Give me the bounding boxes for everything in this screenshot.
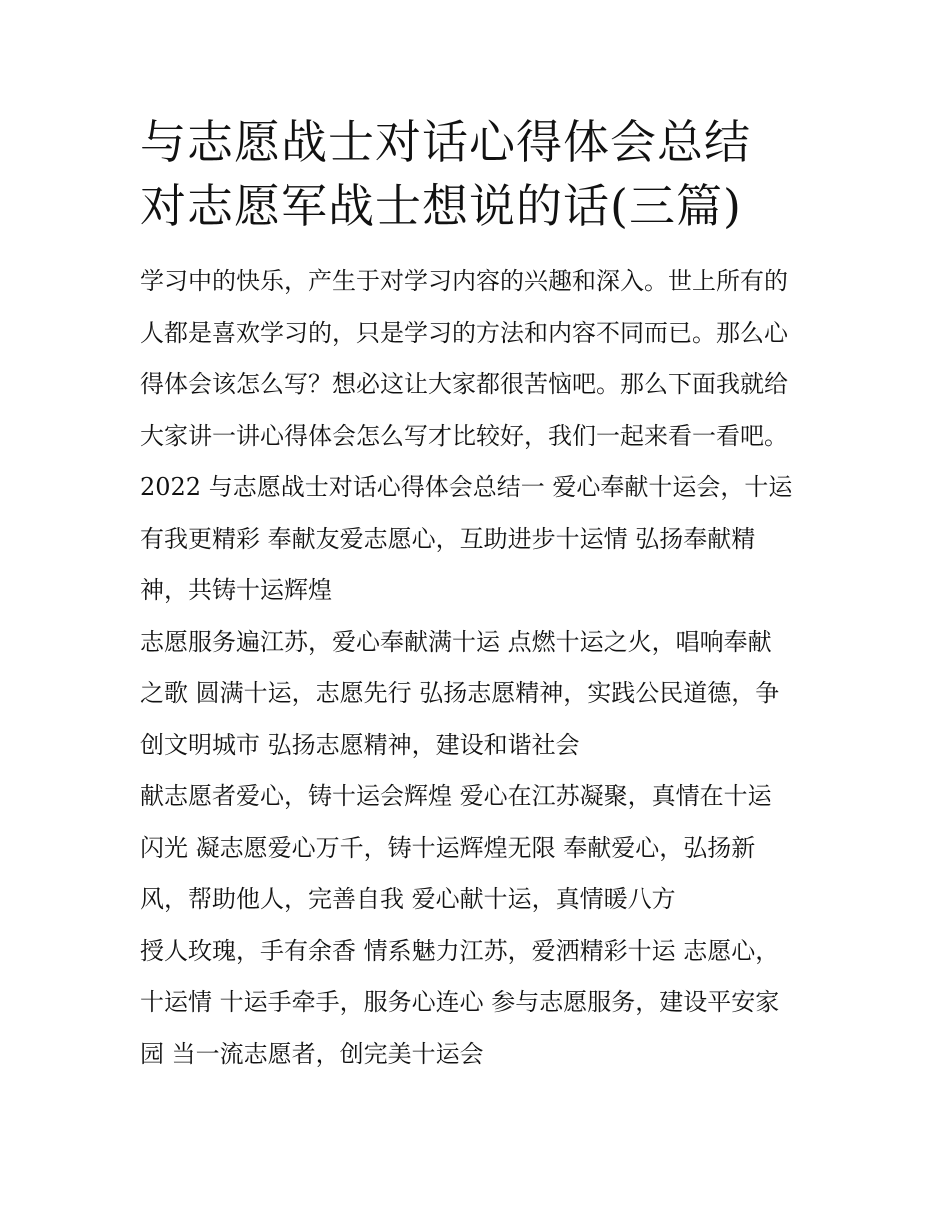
body-line: 志愿服务遍江苏，爱心奉献满十运 点燃十运之火，唱响奉献 bbox=[140, 627, 772, 656]
title-line: 与志愿战士对话心得体会总结 bbox=[140, 115, 751, 169]
body-line: 闪光 凝志愿爱心万千，铸十运辉煌无限 奉献爱心，弘扬新 bbox=[140, 833, 756, 862]
body-line: 十运情 十运手牵手，服务心连心 参与志愿服务，建设平安家 bbox=[140, 988, 780, 1016]
title-line: 对志愿军战士想说的话(三篇) bbox=[140, 179, 742, 233]
body-line: 2022 与志愿战士对话心得体会总结一 爱心奉献十运会，十运 bbox=[140, 473, 793, 501]
body-line: 献志愿者爱心，铸十运会辉煌 爱心在江苏凝聚，真情在十运 bbox=[140, 782, 772, 810]
body-line: 有我更精彩 奉献友爱志愿心，互助进步十运情 弘扬奉献精 bbox=[140, 524, 756, 553]
body-line: 大家讲一讲心得体会怎么写才比较好，我们一起来看一看吧。 bbox=[140, 421, 788, 450]
body-line: 园 当一流志愿者，创完美十运会 bbox=[140, 1039, 484, 1068]
document-title bbox=[140, 110, 820, 238]
document-body bbox=[140, 256, 820, 1080]
body-line: 人都是喜欢学习的，只是学习的方法和内容不同而已。那么心 bbox=[140, 318, 788, 347]
body-line: 风，帮助他人，完善自我 爱心献十运，真情暖八方 bbox=[140, 885, 676, 913]
body-line: 得体会该怎么写？想必这让大家都很苦恼吧。那么下面我就给 bbox=[140, 370, 788, 398]
body-line: 学习中的快乐，产生于对学习内容的兴趣和深入。世上所有的 bbox=[140, 267, 788, 295]
body-line: 创文明城市 弘扬志愿精神，建设和谐社会 bbox=[140, 730, 580, 759]
body-line: 之歌 圆满十运，志愿先行 弘扬志愿精神，实践公民道德，争 bbox=[140, 679, 780, 707]
body-line: 神，共铸十运辉煌 bbox=[140, 576, 332, 604]
body-line: 授人玫瑰，手有余香 情系魅力江苏，爱洒精彩十运 志愿心， bbox=[140, 936, 780, 965]
